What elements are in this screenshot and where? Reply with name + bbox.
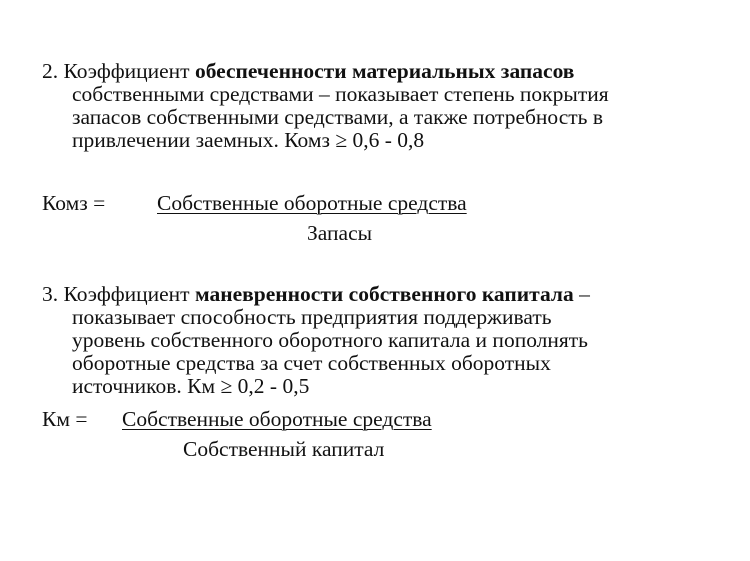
section-3-line-3: уровень собственного оборотного капитала и пополнять <box>72 328 588 352</box>
section-2-lead: Коэффициент <box>63 59 190 83</box>
section-2-number: 2. <box>42 59 59 83</box>
section-3-bold-term: маневренности собственного капитала <box>194 282 574 306</box>
formula-1-label: Комз = <box>42 191 106 215</box>
formula-1-numerator: Собственные оборотные средства <box>157 191 467 215</box>
section-2-bold-term: обеспеченности материальных запасов <box>194 59 575 83</box>
section-3-number: 3. <box>42 282 59 306</box>
section-3-line-1 <box>42 283 722 306</box>
section-2-paragraph <box>42 60 722 152</box>
section-3-dash: – <box>579 282 590 306</box>
formula-2-numerator: Собственные оборотные средства <box>122 407 432 431</box>
formula-2-denominator: Собственный капитал <box>183 437 385 461</box>
formula-1-denominator: Запасы <box>307 221 373 245</box>
section-3-lead: Коэффициент <box>63 282 190 306</box>
section-2-line-2: собственными средствами – показывает степень покрытия <box>72 82 609 106</box>
section-2-line-3: запасов собственными средствами, а также потребность в <box>72 105 603 129</box>
section-2-line-4: привлечении заемных. Комз ≥ 0,6 - 0,8 <box>72 128 425 152</box>
section-3-paragraph <box>42 283 722 398</box>
section-3-line-2: показывает способность предприятия поддерживать <box>72 305 552 329</box>
formula-2-label: Км = <box>42 407 88 431</box>
section-3-line-4: оборотные средства за счет собственных оборотных <box>72 351 551 375</box>
section-2-line-1 <box>42 60 722 83</box>
section-3-line-5: источников. Км ≥ 0,2 - 0,5 <box>72 374 310 398</box>
